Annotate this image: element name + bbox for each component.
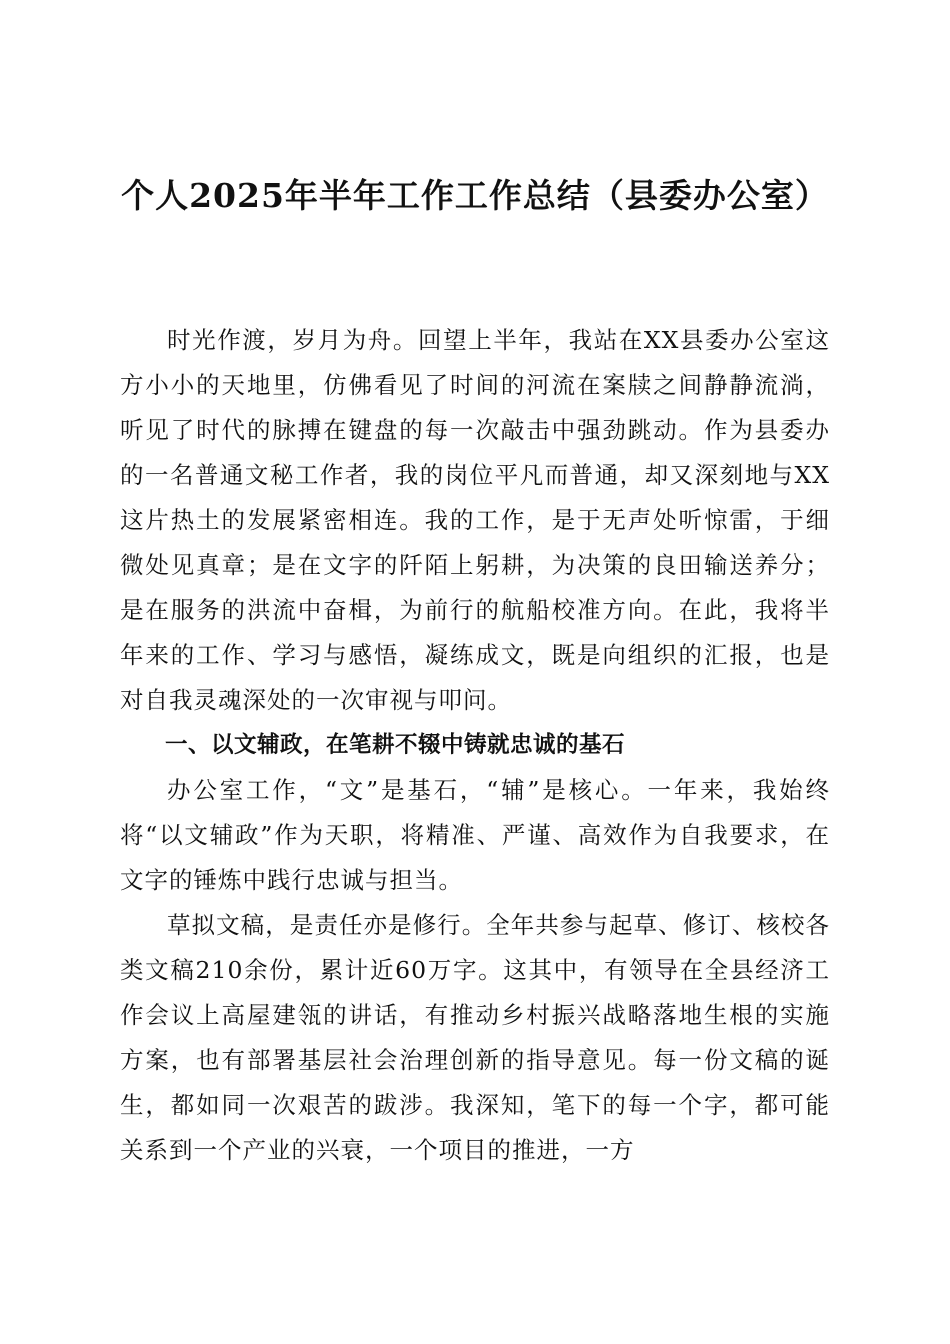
intro-paragraph: 时光作渡，岁月为舟。回望上半年，我站在XX县委办公室这方小小的天地里，仿佛看见了时间的河流在案牍之间静静流淌，听见了时代的脉搏在键盘的每一次敲击中强劲跳动。作为县委办的一名普通文秘工作者，我的岗位平凡而普通，却又深刻地与XX这片热土的发展紧密相连。我的工作，是于无声处听惊雷，于细微处见真章；是在文字的阡陌上躬耕，为决策的良田输送养分；是在服务的洪流中奋楫，为前行的航船校准方向。在此，我将半年来的工作、学习与感悟，凝练成文，既是向组织的汇报，也是对自我灵魂深处的一次审视与叩问。 <box>120 326 830 714</box>
section-paragraph: 办公室工作，“文”是基石，“辅”是核心。一年来，我始终将“以文辅政”作为天职，将精准、严谨、高效作为自我要求，在文字的锤炼中践行忠诚与担当。 <box>120 776 830 894</box>
section-heading: 一、以文辅政，在笔耕不辍中铸就忠诚的基石 <box>165 732 626 758</box>
section-paragraph: 草拟文稿，是责任亦是修行。全年共参与起草、修订、核校各类文稿210余份，累计近60万字。这其中，有领导在全县经济工作会议上高屋建瓴的讲话，有推动乡村振兴战略落地生根的实施方案，也有部署基层社会治理创新的指导意见。每一份文稿的诞生，都如同一次艰苦的跋涉。我深知，笔下的每一个字，都可能关系到一个产业的兴衰，一个项目的推进，一方 <box>120 911 830 1164</box>
document-title: 个人2025年半年工作工作总结（县委办公室） <box>121 176 829 215</box>
document-body <box>120 318 830 1173</box>
